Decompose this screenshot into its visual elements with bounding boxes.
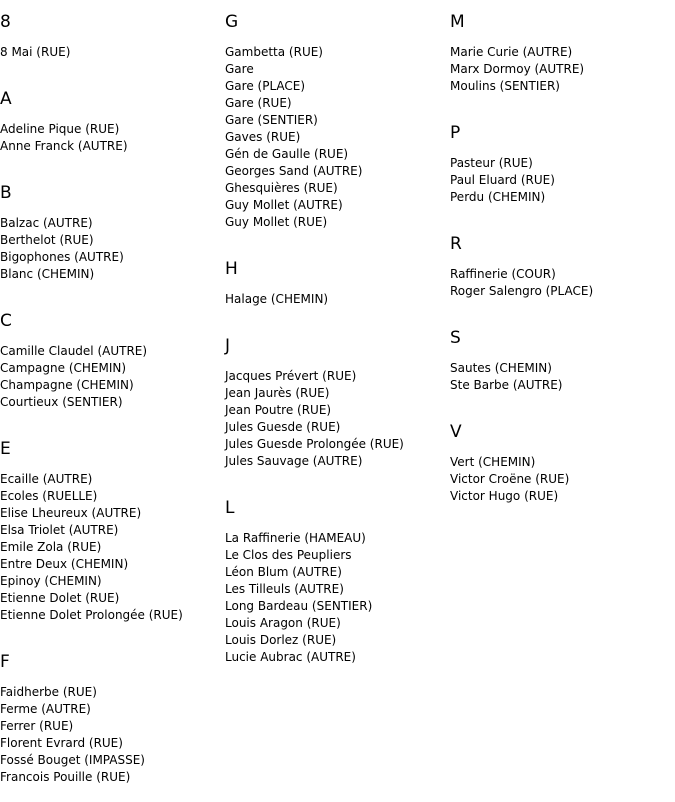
street-list-item: Georges Sand (AUTRE) (225, 164, 363, 178)
section-letter-heading: C (0, 311, 12, 331)
street-list-item: Etienne Dolet Prolongée (RUE) (0, 608, 183, 622)
section-letter-heading: R (450, 234, 462, 254)
street-list-item: Gare (SENTIER) (225, 113, 318, 127)
letter-section (450, 222, 675, 316)
index-column (0, 0, 225, 802)
street-list-item: Ghesquières (RUE) (225, 181, 338, 195)
section-letter-heading: S (450, 328, 461, 348)
letter-section (225, 324, 450, 486)
street-list (450, 44, 675, 111)
street-list (0, 44, 225, 77)
street-list-item: Gén de Gaulle (RUE) (225, 147, 349, 161)
street-list (0, 121, 225, 171)
section-letter-heading: P (450, 123, 461, 143)
street-list-item: Ferrer (RUE) (0, 719, 74, 733)
street-list-item: Raffinerie (COUR) (450, 267, 556, 281)
section-letter-heading: F (0, 652, 10, 672)
street-list-item: Paul Eluard (RUE) (450, 173, 555, 187)
street-list-item: Les Tilleuls (AUTRE) (225, 582, 344, 596)
street-list-item: Elsa Triolet (AUTRE) (0, 523, 119, 537)
letter-section (0, 299, 225, 427)
street-list-item: Roger Salengro (PLACE) (450, 284, 594, 298)
street-list-item: Victor Hugo (RUE) (450, 489, 559, 503)
street-list-item: Vert (CHEMIN) (450, 455, 536, 469)
street-list-item: Jules Guesde Prolongée (RUE) (225, 437, 404, 451)
street-list-item: Gare (225, 62, 254, 76)
street-list-item: Epinoy (CHEMIN) (0, 574, 102, 588)
index-column (450, 0, 675, 521)
section-letter-heading: 8 (0, 12, 11, 32)
letter-section (450, 0, 675, 111)
street-list-item: Elise Lheureux (AUTRE) (0, 506, 142, 520)
street-list-item: Florent Evrard (RUE) (0, 736, 123, 750)
letter-section (0, 427, 225, 640)
street-list-item: Champagne (CHEMIN) (0, 378, 134, 392)
letter-section (225, 247, 450, 324)
street-list-item: Lucie Aubrac (AUTRE) (225, 650, 356, 664)
street-list-item: Etienne Dolet (RUE) (0, 591, 120, 605)
street-list (450, 454, 675, 521)
section-letter-heading: G (225, 12, 239, 32)
street-list-item: Gambetta (RUE) (225, 45, 323, 59)
street-list-item: Louis Dorlez (RUE) (225, 633, 337, 647)
street-list-item: Ferme (AUTRE) (0, 702, 91, 716)
street-list-item: Marx Dormoy (AUTRE) (450, 62, 585, 76)
street-list-item: Jules Sauvage (AUTRE) (225, 454, 363, 468)
street-list-item: Pasteur (RUE) (450, 156, 533, 170)
street-list-item: La Raffinerie (HAMEAU) (225, 531, 366, 545)
letter-section (0, 640, 225, 802)
street-list-item: Ecoles (RUELLE) (0, 489, 98, 503)
street-list-item: Victor Croëne (RUE) (450, 472, 570, 486)
street-list-item: Moulins (SENTIER) (450, 79, 560, 93)
street-list (225, 291, 450, 324)
street-list (450, 155, 675, 222)
letter-section (450, 111, 675, 222)
street-list-item: 8 Mai (RUE) (0, 45, 71, 59)
street-list-item: Guy Mollet (AUTRE) (225, 198, 343, 212)
letter-section (225, 0, 450, 247)
letter-section (0, 0, 225, 77)
letter-section (450, 316, 675, 410)
street-list-item: Entre Deux (CHEMIN) (0, 557, 129, 571)
section-letter-heading: L (225, 498, 235, 518)
street-list-item: Ecaille (AUTRE) (0, 472, 93, 486)
section-letter-heading: H (225, 259, 238, 279)
section-letter-heading: V (450, 422, 462, 442)
section-letter-heading: E (0, 439, 11, 459)
letter-section (0, 171, 225, 299)
letter-section (225, 486, 450, 682)
street-list-item: Blanc (CHEMIN) (0, 267, 95, 281)
section-letter-heading: A (0, 89, 12, 109)
street-list-item: Bigophones (AUTRE) (0, 250, 124, 264)
letter-section (0, 77, 225, 171)
street-list-item: Adeline Pique (RUE) (0, 122, 120, 136)
street-list (225, 44, 450, 247)
street-list-item: Jean Poutre (RUE) (225, 403, 332, 417)
section-letter-heading: B (0, 183, 12, 203)
street-list-item: Gare (RUE) (225, 96, 292, 110)
street-list-item: Guy Mollet (RUE) (225, 215, 328, 229)
street-list-item: Jules Guesde (RUE) (225, 420, 341, 434)
street-list-item: Jean Jaurès (RUE) (225, 386, 330, 400)
street-list (225, 368, 450, 486)
street-list-item: Gaves (RUE) (225, 130, 301, 144)
street-list-item: Marie Curie (AUTRE) (450, 45, 573, 59)
street-list-item: Sautes (CHEMIN) (450, 361, 552, 375)
street-list-item: Jacques Prévert (RUE) (225, 369, 357, 383)
street-list-item: Gare (PLACE) (225, 79, 306, 93)
section-letter-heading: J (225, 336, 231, 356)
street-list-item: Courtieux (SENTIER) (0, 395, 123, 409)
section-letter-heading: M (450, 12, 465, 32)
street-list-item: Emile Zola (RUE) (0, 540, 102, 554)
street-list-item: Long Bardeau (SENTIER) (225, 599, 373, 613)
street-list-item: Léon Blum (AUTRE) (225, 565, 342, 579)
street-list-item: Balzac (AUTRE) (0, 216, 93, 230)
street-list-item: Ste Barbe (AUTRE) (450, 378, 563, 392)
street-list-item: Camille Claudel (AUTRE) (0, 344, 148, 358)
street-list-item: Berthelot (RUE) (0, 233, 94, 247)
street-list-item: Campagne (CHEMIN) (0, 361, 127, 375)
street-list (0, 684, 225, 802)
street-list-item: Louis Aragon (RUE) (225, 616, 341, 630)
street-list (0, 215, 225, 299)
street-list (450, 360, 675, 410)
street-list (450, 266, 675, 316)
street-list-item: Halage (CHEMIN) (225, 292, 329, 306)
letter-section (450, 410, 675, 521)
street-list-item: Le Clos des Peupliers (225, 548, 352, 562)
street-list-item: Francois Pouille (RUE) (0, 770, 131, 784)
index-column (225, 0, 450, 682)
street-list (0, 471, 225, 640)
street-list-item: Faidherbe (RUE) (0, 685, 97, 699)
street-list (0, 343, 225, 427)
street-list-item: Perdu (CHEMIN) (450, 190, 546, 204)
street-list (225, 530, 450, 682)
street-list-item: Fossé Bouget (IMPASSE) (0, 753, 145, 767)
street-list-item: Anne Franck (AUTRE) (0, 139, 128, 153)
